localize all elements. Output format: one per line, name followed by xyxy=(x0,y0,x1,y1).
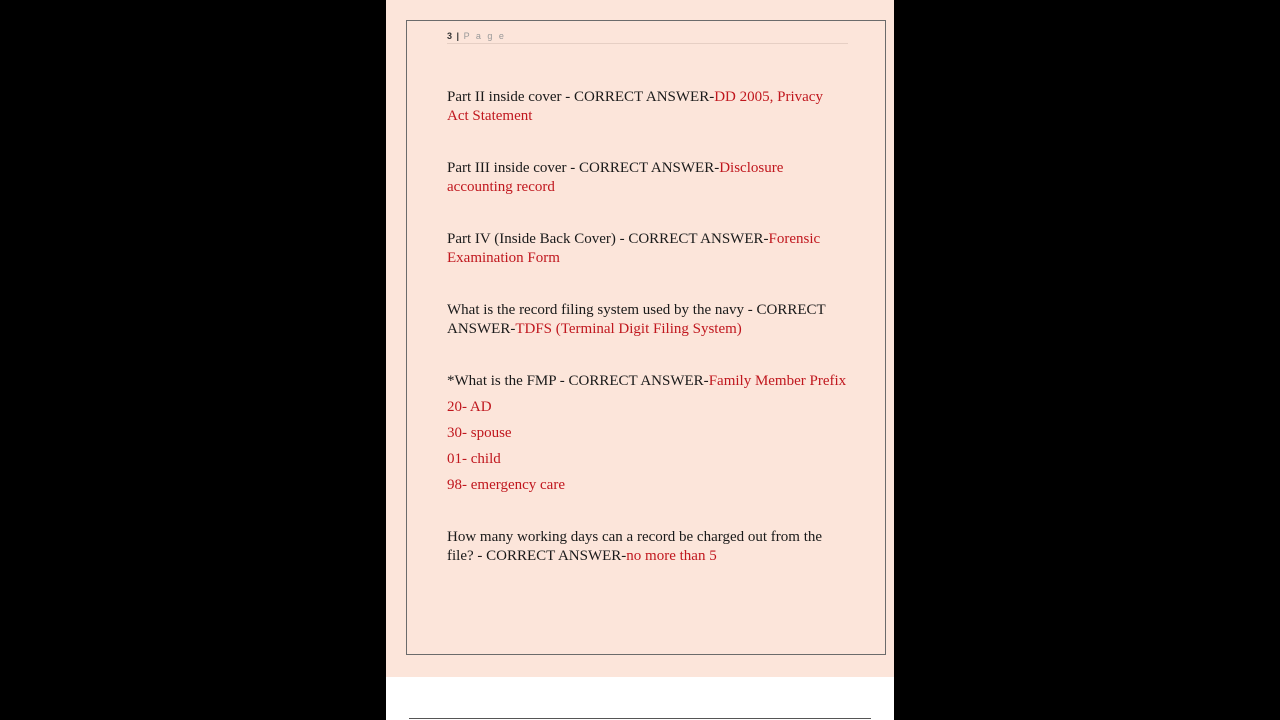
page-number: 3 xyxy=(447,31,453,41)
answer-text: DD 2005, Privacy Act Statement xyxy=(447,89,823,124)
next-page-header-rule xyxy=(409,718,871,719)
qa-item xyxy=(447,372,847,391)
question-text: *What is the FMP - CORRECT ANSWER- xyxy=(447,373,709,389)
answer-text: Forensic Examination Form xyxy=(447,231,821,266)
qa-item xyxy=(447,528,847,566)
question-text: Part III inside cover - CORRECT ANSWER- xyxy=(447,160,720,176)
answer-text: no more than 5 xyxy=(626,548,717,564)
qa-item xyxy=(447,230,847,268)
question-text: Part II inside cover - CORRECT ANSWER- xyxy=(447,89,715,105)
fmp-code-item: 01- child xyxy=(447,451,501,467)
fmp-code-item: 20- AD xyxy=(447,399,492,415)
page-header-separator: | xyxy=(456,31,460,41)
qa-item xyxy=(447,159,847,197)
question-text: How many working days can a record be charged out from the file? - CORRECT ANSWER- xyxy=(447,529,823,564)
page-content xyxy=(447,88,847,599)
question-text: What is the record filing system used by the navy - CORRECT ANSWER- xyxy=(447,302,826,337)
next-page-preview xyxy=(386,677,894,720)
answer-text: TDFS (Terminal Digit Filing System) xyxy=(515,321,742,337)
question-text: Part IV (Inside Back Cover) - CORRECT ANSWER- xyxy=(447,231,769,247)
document-page xyxy=(386,0,894,677)
page-header xyxy=(447,31,848,44)
qa-item xyxy=(447,301,847,339)
answer-text: Family Member Prefix xyxy=(708,373,847,389)
fmp-code-item: 30- spouse xyxy=(447,425,512,441)
answer-text: Disclosure accounting record xyxy=(447,160,784,195)
page-header-label: P a g e xyxy=(463,31,506,41)
fmp-code-item: 98- emergency care xyxy=(447,477,565,493)
qa-item xyxy=(447,88,847,126)
